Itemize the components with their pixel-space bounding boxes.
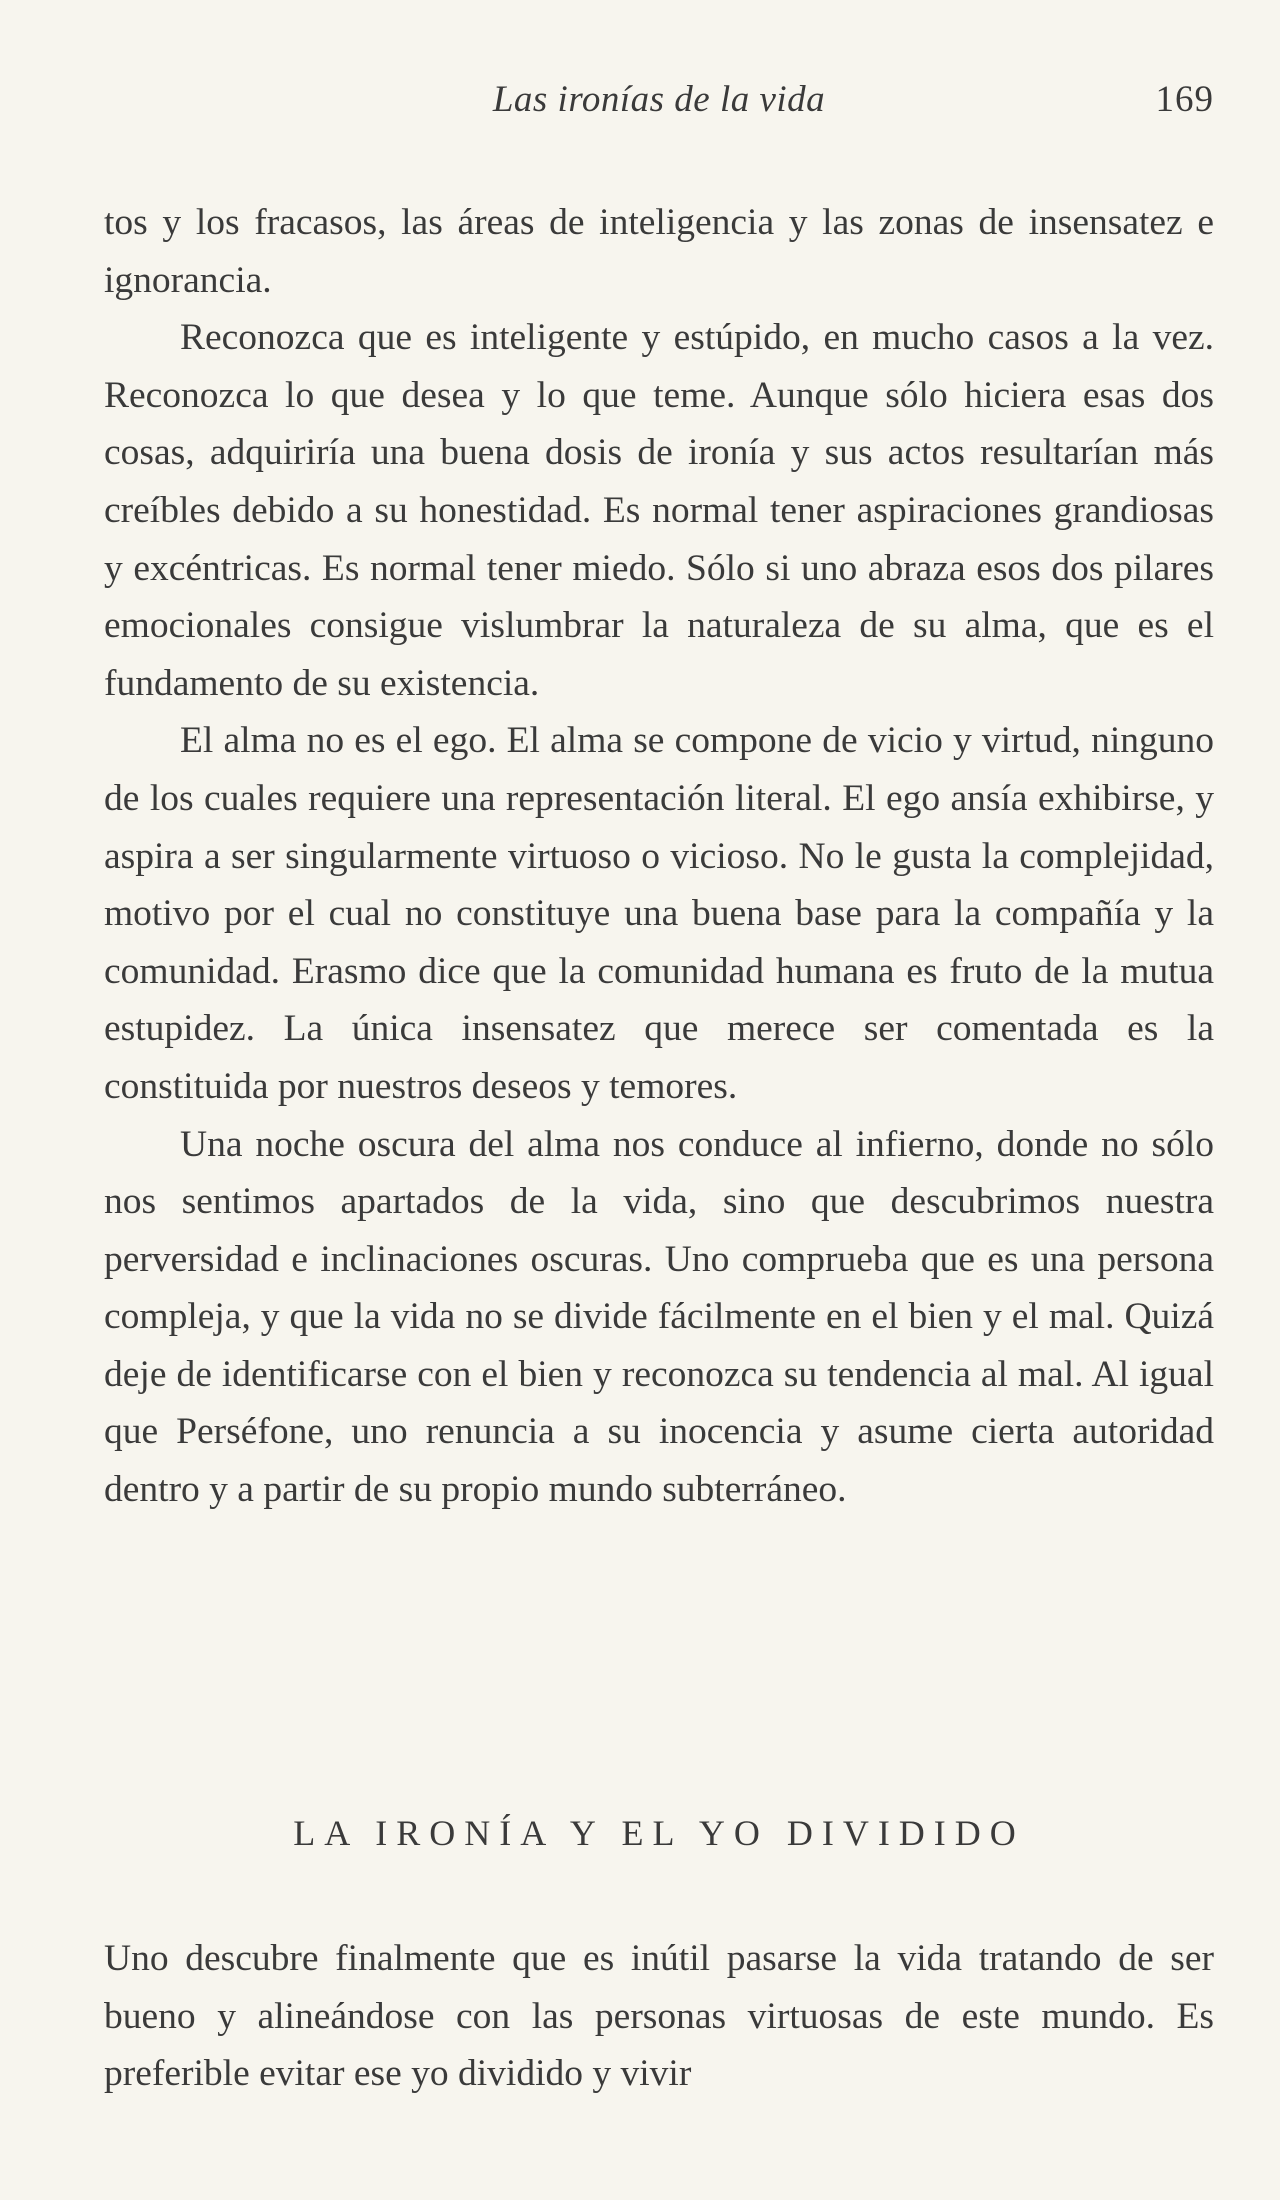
- section-heading: LA IRONÍA Y EL YO DIVIDIDO: [293, 1813, 1025, 1853]
- paragraph: Una noche oscura del alma nos conduce al infierno, donde no sólo nos sentimos apartados de la vida, sino que descubrimos nuestra perversidad e inclinaciones oscuras. Uno comprueba que es una persona compleja, y que la vida no se divide fácilmente en el bien y el mal. Quizá deje de identificarse con el bien y reconozca su tendencia al mal. Al igual que Perséfone, uno renuncia a su inocencia y asume cierta autoridad dentro y a partir de su propio mundo subterráneo.: [104, 1123, 1214, 1511]
- page-number: 169: [1155, 79, 1214, 120]
- paragraph-continuation: tos y los fracasos, las áreas de inteligencia y las zonas de insensatez e ignorancia.: [104, 202, 1214, 301]
- running-title: Las ironías de la vida: [492, 79, 826, 120]
- paragraph: El alma no es el ego. El alma se compone de vicio y virtud, ninguno de los cuales requiere una representación literal. El ego ansía exhibirse, y aspira a ser singularmente virtuoso o vicioso. No le gusta la complejidad, motivo por el cual no constituye una buena base para la compañía y la comunidad. Erasmo dice que la comunidad humana es fruto de la mutua estupidez. La única insensatez que merece ser comentada es la constituida por nuestros deseos y temores.: [104, 720, 1214, 1107]
- body-text: [104, 194, 1214, 1519]
- running-header: [104, 78, 1214, 128]
- section-paragraph: Uno descubre finalmente que es inútil pasarse la vida tratando de ser bueno y alineándose con las personas virtuosas de este mundo. Es preferible evitar ese yo dividido y vivir: [104, 1938, 1214, 2095]
- paragraph: Reconozca que es inteligente y estúpido, en mucho casos a la vez. Reconozca lo que desea y lo que teme. Aunque sólo hiciera esas dos cosas, adquiriría una buena dosis de ironía y sus actos resultarían más creíbles debido a su honestidad. Es normal tener aspiraciones grandiosas y excéntricas. Es normal tener miedo. Sólo si uno abraza esos dos pilares emocionales consigue vislumbrar la naturaleza de su alma, que es el fundamento de su existencia.: [104, 317, 1214, 704]
- section-body-text: [104, 1930, 1214, 2103]
